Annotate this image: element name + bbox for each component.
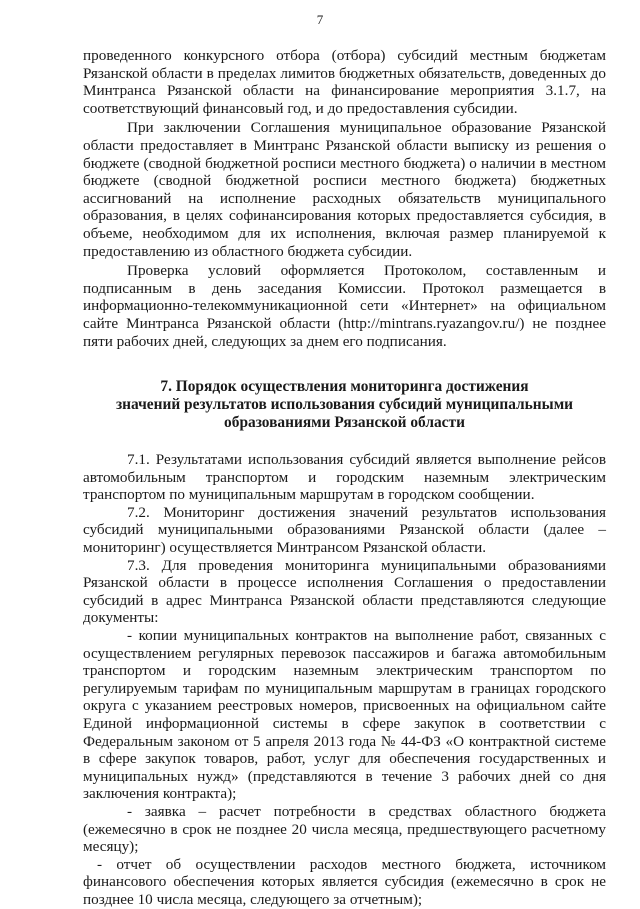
page-number: 7 <box>316 12 324 27</box>
document-body <box>83 47 606 909</box>
section-heading-line: образованиями Рязанской области <box>224 414 465 432</box>
paragraph-7-2: 7.2. Мониторинг достижения значений результатов использования субсидий муниципальными образованиями Рязанской области (далее – мониторинг) осуществляется Минтрансом Рязанской области. <box>83 503 606 557</box>
agreement-paragraph: При заключении Соглашения муниципальное образование Рязанской области предоставляет в Минтранс Рязанской области выписку из решения о бюджете (сводной бюджетной росписи местного бюджета) о наличии в местном бюджете (сводной бюджетной росписи местного бюджета) бюджетных ассигнований на исполнение расходных обязательств муниципального образования, в целях софинансирования которых предоставляется субсидия, в объеме, необходимом для их исполнения, включая размер планируемой к предоставлению из областного бюджета субсидии. <box>83 119 606 260</box>
list-item-report: - отчет об осуществлении расходов местного бюджета, источником финансового обеспечения которых является субсидия (ежемесячно в срок не позднее 10 числа месяца, следующего за отчетным); <box>83 855 606 908</box>
continuation-paragraph: проведенного конкурсного отбора (отбора) субсидий местным бюджетам Рязанской области в пределах лимитов бюджетных обязательств, доведенных до Минтранса Рязанской области на финансирование мероприятия 3.1.7, на соответствующий финансовый год, и до предоставления субсидии. <box>83 47 606 117</box>
list-item-contracts: - копии муниципальных контрактов на выполнение работ, связанных с осуществлением регулярных перевозок пассажиров и багажа автомобильным транспортом и городским наземным электрическим транспортом по регулируемым тарифам по муниципальным маршрутам в границах городского округа с указанием реестровых номеров, присвоенных на официальном сайте Единой информационной системы в сфере закупок в соответствии с Федеральным законом от 5 апреля 2013 года № 44-ФЗ «О контрактной системе в сфере закупок товаров, работ, услуг для обеспечения государственных и муниципальных нужд» (представляются в течение 3 рабочих дней со дня заключения контракта); <box>83 627 606 803</box>
section-heading-line: 7. Порядок осуществления мониторинга достижения <box>160 378 529 396</box>
section-7-heading <box>83 378 606 432</box>
list-item-request: - заявка – расчет потребности в средствах областного бюджета (ежемесячно в срок не позднее 20 числа месяца, предшествующего расчетному месяцу); <box>83 802 606 856</box>
protocol-paragraph: Проверка условий оформляется Протоколом, составленным и подписанным в день заседания Комиссии. Протокол размещается в информационно-телекоммуникационной сети «Интернет» на официальном сайте Минтранса Рязанской области (http://mintrans.ryazangov.ru/) не позднее пяти рабочих дней, следующих за днем его подписания. <box>83 262 606 350</box>
paragraph-7-3: 7.3. Для проведения мониторинга муниципальными образованиями Рязанской области в процессе исполнения Соглашения о предоставлении субсидий в адрес Минтранса Рязанской области представляются следующие документы: <box>83 556 606 627</box>
paragraph-7-1: 7.1. Результатами использования субсидий является выполнение рейсов автомобильным транспортом и городским наземным электрическим транспортом по муниципальным маршрутам в городском сообщении. <box>83 451 606 504</box>
section-heading-line: значений результатов использования субсидий муниципальными <box>115 396 574 414</box>
